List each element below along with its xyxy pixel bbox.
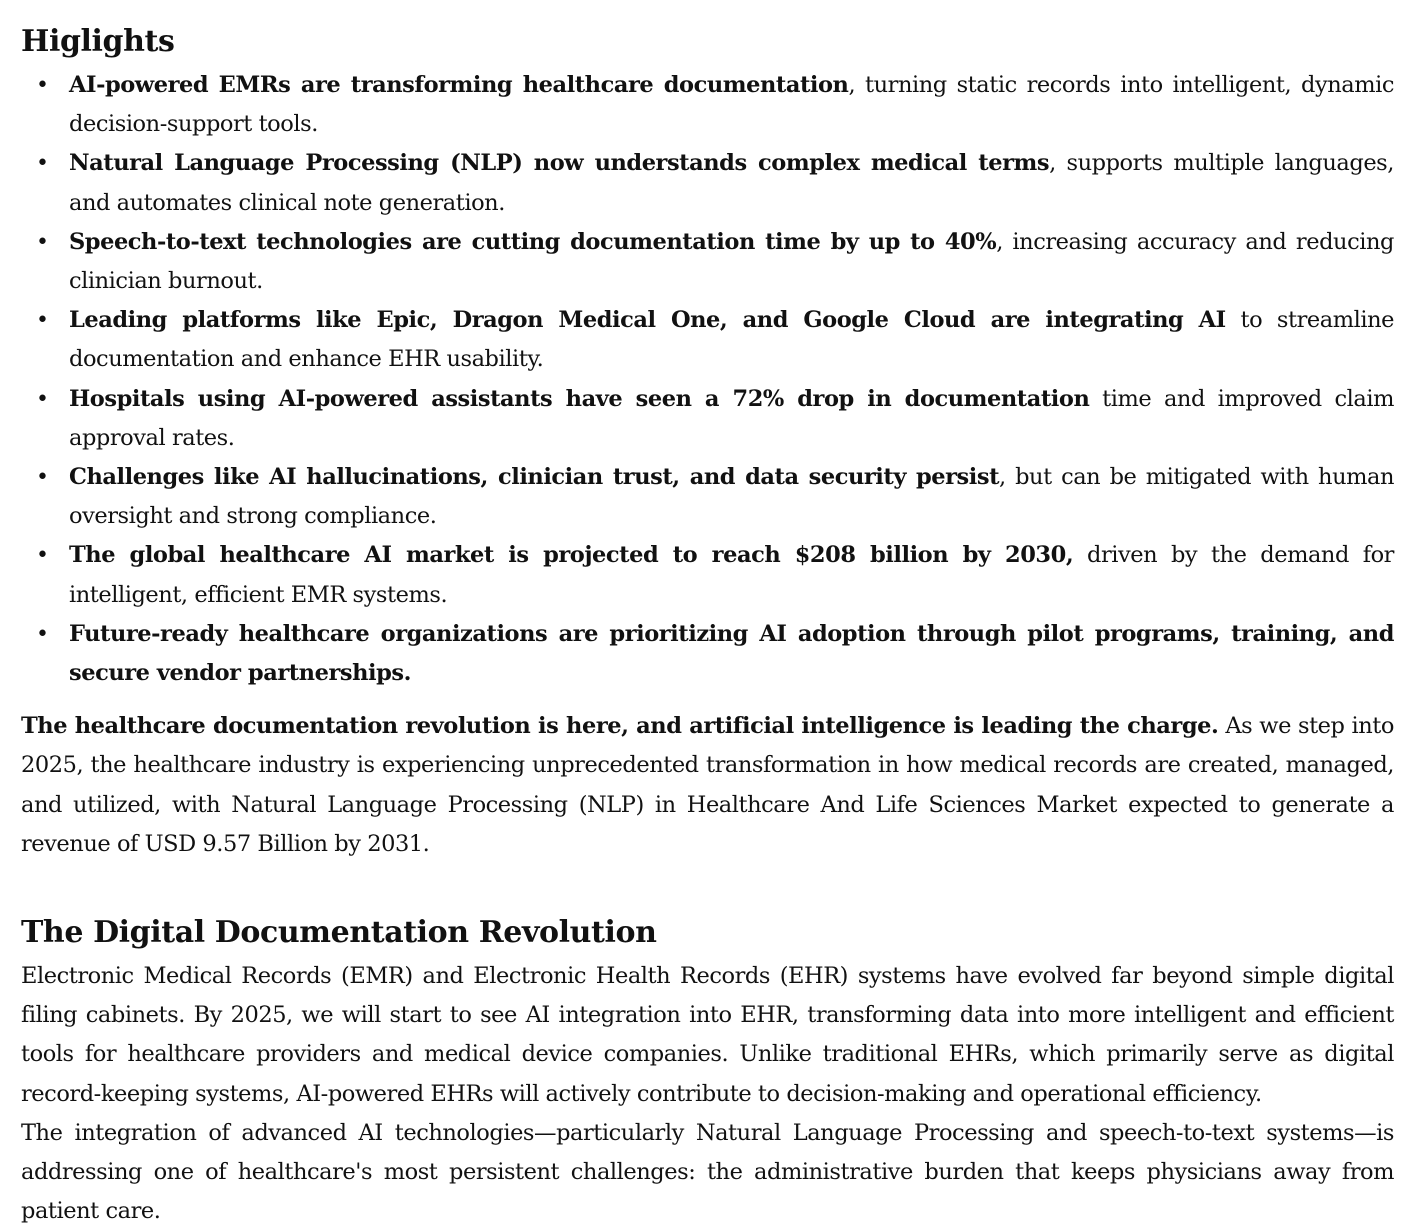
highlights-heading: Higlights <box>21 24 175 59</box>
bullet-icon: • <box>36 465 49 491</box>
highlight-text: , turning static records into intelligent, dynamic decision-support tools. <box>69 72 1395 138</box>
highlight-bold-text: Challenges like AI hallucinations, clinician trust, and data security persist <box>69 464 1000 491</box>
body-paragraph: The integration of advanced AI technologies—particularly Natural Language Processing and speech-to-text systems—is addressing one of healthcare's most persistent challenges: the administrative burden that keeps physicians away from patient care. <box>21 1119 1394 1225</box>
highlight-item <box>36 144 1394 222</box>
bullet-icon: • <box>36 543 49 569</box>
body-paragraph: Electronic Medical Records (EMR) and Electronic Health Records (EHR) systems have evolved far beyond simple digital filing cabinets. By 2025, we will start to see AI integration into EHR, transforming data into more intelligent and efficient tools for healthcare providers and medical device companies. Unlike traditional EHRs, which primarily serve as digital record-keeping systems, AI-powered EHRs will actively contribute to decision-making and operational efficiency. <box>21 963 1394 1107</box>
highlight-text: , increasing accuracy and reducing clinician burnout. <box>69 228 1394 295</box>
highlights-list <box>21 66 1394 693</box>
highlight-item <box>36 380 1394 458</box>
highlight-text: time and improved claim approval rates. <box>69 385 1394 451</box>
highlight-text: , supports multiple languages, and automates clinical note generation. <box>69 150 1394 216</box>
highlight-item <box>36 615 1394 693</box>
highlight-item <box>36 458 1395 536</box>
highlight-bold-text: AI-powered EMRs are transforming healthcare documentation <box>69 72 849 98</box>
highlight-item <box>36 536 1394 614</box>
highlight-bold-text: Leading platforms like Epic, Dragon Medical One, and Google Cloud are integrating AI <box>69 307 1226 334</box>
highlight-bold-text: Future-ready healthcare organizations are prioritizing AI adoption through pilot programs, training, and secure vendor partnerships. <box>69 620 1394 687</box>
highlight-text: to streamline documentation and enhance EHR usability. <box>69 307 1394 373</box>
highlight-text: driven by the demand for intelligent, efficient EMR systems. <box>69 542 1394 608</box>
bullet-icon: • <box>36 73 49 98</box>
highlight-bold-text: Hospitals using AI-powered assistants have seen a 72% drop in documentation <box>69 385 1090 412</box>
section-heading: The Digital Documentation Revolution <box>21 915 657 951</box>
bullet-icon: • <box>36 308 49 334</box>
intro-text: As we step into 2025, the healthcare industry is experiencing unprecedented transformation in how medical records are created, managed, and utilized, with Natural Language Processing (NLP) in Healthcare And Life Sciences Market expected to generate a revenue of USD 9.57 Billion by 2031. <box>21 713 1394 857</box>
highlight-item <box>36 66 1395 144</box>
bullet-icon: • <box>36 229 49 255</box>
intro-bold-text: The healthcare documentation revolution is here, and artificial intelligence is leading the charge. <box>21 713 1219 740</box>
highlight-bold-text: Speech-to-text technologies are cutting documentation time by up to 40% <box>69 228 997 255</box>
highlight-item <box>36 223 1394 301</box>
intro-paragraph <box>21 707 1394 864</box>
highlight-text: , but can be mitigated with human oversight and strong compliance. <box>69 464 1395 530</box>
bullet-icon: • <box>36 386 49 412</box>
highlight-item <box>36 301 1394 379</box>
highlight-bold-text: The global healthcare AI market is projected to reach $208 billion by 2030, <box>69 542 1074 569</box>
highlight-bold-text: Natural Language Processing (NLP) now understands complex medical terms <box>69 150 1050 177</box>
bullet-icon: • <box>36 151 49 177</box>
bullet-icon: • <box>36 621 49 647</box>
